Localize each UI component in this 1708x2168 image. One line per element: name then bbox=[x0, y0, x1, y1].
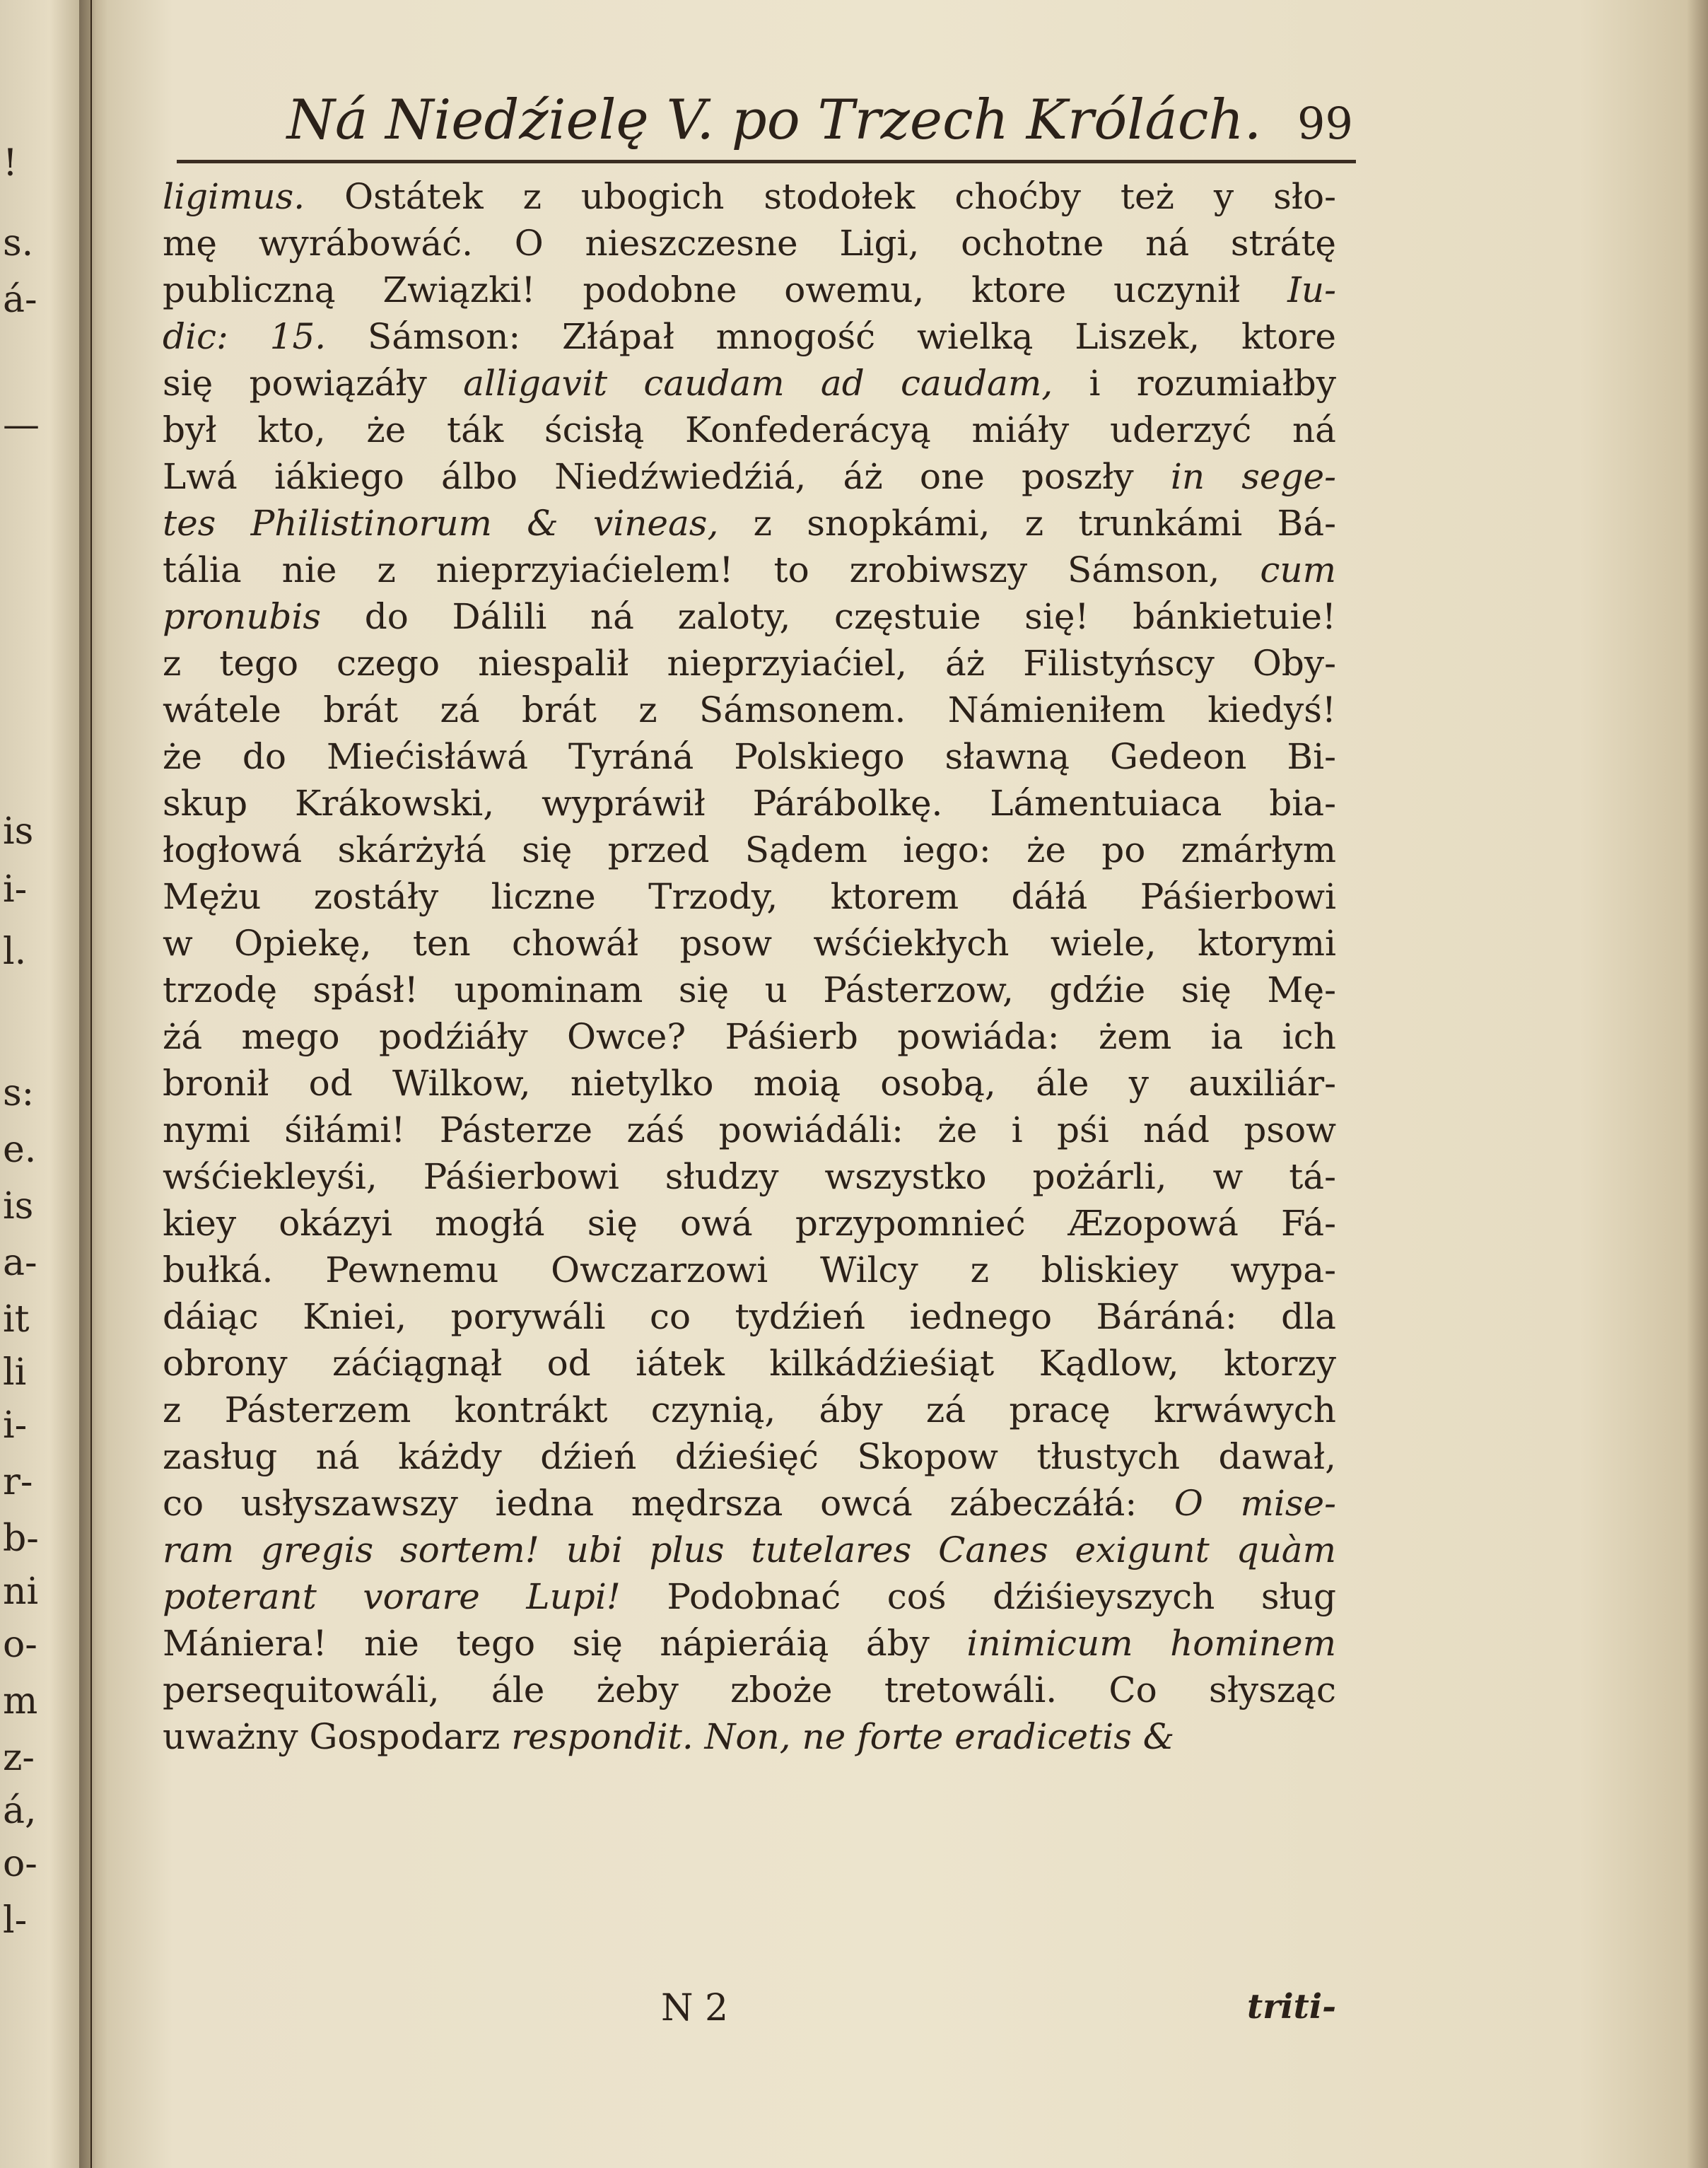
left-page-fragment: o- bbox=[3, 1843, 37, 1885]
text-line bbox=[163, 1713, 1336, 1760]
text-line bbox=[163, 1200, 1336, 1247]
left-page-edge bbox=[0, 0, 90, 2168]
roman-span: mę wyrábowáć. O nieszczesne Ligi, ochotne ná strátę bbox=[163, 223, 1336, 264]
roman-span: w Opiekę, ten chowáł psow wśćiekłych wiele, ktorymi bbox=[163, 923, 1336, 964]
text-line bbox=[163, 640, 1336, 687]
roman-span: wátele brát zá brát z Sámsonem. Námieniłem kiedyś! bbox=[163, 689, 1336, 730]
left-page-fragment: s. bbox=[3, 222, 34, 264]
text-line bbox=[163, 173, 1336, 220]
text-line bbox=[163, 780, 1336, 827]
text-line bbox=[163, 1387, 1336, 1433]
roman-span: Mężu zostáły liczne Trzody, ktorem dáłá Páśierbowi bbox=[163, 876, 1336, 917]
text-line bbox=[163, 873, 1336, 920]
left-page-fragment: is bbox=[3, 1185, 34, 1228]
left-page-fragment: o- bbox=[3, 1624, 37, 1666]
text-line bbox=[163, 360, 1336, 407]
text-line bbox=[163, 1340, 1336, 1387]
page-header bbox=[201, 88, 1347, 168]
text-line bbox=[163, 1527, 1336, 1573]
italic-span: dic: 15. bbox=[163, 316, 327, 357]
italic-span: Iu- bbox=[1287, 269, 1336, 310]
roman-span: z tego czego niespalił nieprzyiaćiel, áż Filistyńscy Oby- bbox=[163, 643, 1336, 684]
roman-span: obrony záćiągnął od iátek kilkádźieśiąt Kądlow, ktorzy bbox=[163, 1343, 1336, 1384]
left-page-fragment: — bbox=[3, 404, 40, 446]
text-line bbox=[163, 1247, 1336, 1293]
page-number: 99 bbox=[1297, 98, 1353, 149]
italic-span: ligimus. bbox=[163, 176, 305, 217]
text-line bbox=[163, 1153, 1336, 1200]
roman-span: kiey okázyi mogłá się owá przypomnieć Æzopowá Fá- bbox=[163, 1203, 1336, 1244]
roman-span: co usłyszawszy iedna mędrsza owcá zábeczáłá: bbox=[163, 1483, 1174, 1524]
roman-span: publiczną Związki! podobne owemu, ktore uczynił bbox=[163, 269, 1288, 310]
text-line bbox=[163, 733, 1336, 780]
roman-span: Lwá iákiego álbo Niedźwiedźiá, áż one poszły bbox=[163, 456, 1171, 497]
text-line bbox=[163, 1620, 1336, 1667]
left-page-fragment: e. bbox=[3, 1129, 37, 1171]
left-page-fragment: ni bbox=[3, 1570, 39, 1613]
roman-span: Sámson: Złápał mnogość wielką Liszek, ktore bbox=[326, 316, 1336, 357]
catchword: triti- bbox=[1246, 1987, 1336, 2027]
left-page-fragment: á, bbox=[3, 1790, 37, 1832]
text-line bbox=[163, 547, 1336, 593]
roman-span: z snopkámi, z trunkámi Bá- bbox=[718, 503, 1336, 544]
left-page-fragment: l- bbox=[3, 1899, 28, 1942]
left-page-fragment: li bbox=[3, 1351, 27, 1394]
italic-span: inimicum hominem bbox=[966, 1623, 1336, 1664]
left-page-fragment: ! bbox=[3, 142, 18, 185]
roman-span: z Pásterzem kontrákt czynią, áby zá pracę krwáwych bbox=[163, 1389, 1336, 1430]
roman-span: trzodę spásł! upominam się u Pásterzow, gdźie się Mę- bbox=[163, 969, 1336, 1010]
italic-span: pronubis bbox=[163, 596, 322, 637]
signature-mark: N 2 bbox=[661, 1987, 729, 2029]
italic-span: alligavit caudam ad caudam, bbox=[463, 363, 1053, 404]
roman-span: łogłowá skárżyłá się przed Sądem iego: że po zmárłym bbox=[163, 829, 1336, 870]
text-line bbox=[163, 687, 1336, 733]
roman-span: Ostátek z ubogich stodołek choćby też y sło- bbox=[305, 176, 1336, 217]
left-page-fragment: is bbox=[3, 810, 34, 853]
text-line bbox=[163, 967, 1336, 1013]
italic-span: O mise- bbox=[1174, 1483, 1336, 1524]
roman-span: skup Krákowski, wypráwił Párábolkę. Lámentuiaca bia- bbox=[163, 783, 1336, 824]
italic-span: cum bbox=[1260, 549, 1336, 590]
header-rule bbox=[177, 160, 1356, 163]
body-text bbox=[163, 173, 1336, 1760]
italic-span: ram gregis sortem! ubi plus tutelares Canes exigunt quàm bbox=[163, 1529, 1336, 1570]
text-line bbox=[163, 267, 1336, 313]
text-line bbox=[163, 1480, 1336, 1527]
left-page-fragment: r- bbox=[3, 1461, 33, 1503]
roman-span: dáiąc Kniei, porywáli co tydźień iednego Báráná: dla bbox=[163, 1296, 1336, 1337]
running-head: Ná Niedźielę V. po Trzech Królách. bbox=[286, 88, 1262, 152]
roman-span: tália nie z nieprzyiaćielem! to zrobiwszy Sámson, bbox=[163, 549, 1260, 590]
roman-span: uważny Gospodarz bbox=[163, 1716, 512, 1757]
left-page-fragment: it bbox=[3, 1298, 30, 1341]
italic-span: in sege- bbox=[1170, 456, 1336, 497]
roman-span: do Dálili ná zaloty, częstuie się! bánkietuie! bbox=[321, 596, 1336, 637]
text-line bbox=[163, 500, 1336, 547]
roman-span: był kto, że ták ścisłą Konfederácyą miáły uderzyć ná bbox=[163, 409, 1336, 450]
roman-span: żá mego podźiáły Owce? Páśierb powiáda: żem ia ich bbox=[163, 1016, 1336, 1057]
roman-span: bułká. Pewnemu Owczarzowi Wilcy z bliskiey wypa- bbox=[163, 1249, 1336, 1290]
roman-span: że do Miećisłáwá Tyráná Polskiego sławną Gedeon Bi- bbox=[163, 736, 1336, 777]
text-line bbox=[163, 920, 1336, 967]
roman-span: Podobnać coś dźiśieyszych sług bbox=[620, 1576, 1336, 1617]
text-line bbox=[163, 1060, 1336, 1107]
text-line bbox=[163, 1573, 1336, 1620]
left-page-fragment: s: bbox=[3, 1072, 35, 1114]
page-edge-shadow bbox=[1687, 0, 1708, 2168]
left-page-fragment: i- bbox=[3, 868, 28, 911]
roman-span: i rozumiałby bbox=[1053, 363, 1336, 404]
text-line bbox=[163, 220, 1336, 267]
roman-span: persequitowáli, ále żeby zboże tretowáli. Co słysząc bbox=[163, 1669, 1336, 1710]
roman-span: się powiązáły bbox=[163, 363, 464, 404]
left-page-fragment: m bbox=[3, 1680, 38, 1723]
text-line bbox=[163, 1433, 1336, 1480]
page-footer bbox=[163, 1987, 1336, 2044]
left-page-fragment: á- bbox=[3, 279, 37, 321]
left-page-fragment: l. bbox=[3, 931, 27, 973]
text-line bbox=[163, 1107, 1336, 1153]
roman-span: zasług ná káżdy dźień dźieśięć Skopow tłustych dawał, bbox=[163, 1436, 1336, 1477]
roman-span: bronił od Wilkow, nietylko moią osobą, ále y auxiliár- bbox=[163, 1063, 1336, 1104]
text-line bbox=[163, 313, 1336, 360]
left-page-fragment: a- bbox=[3, 1242, 37, 1284]
italic-span: respondit. Non, ne forte eradicetis & bbox=[511, 1716, 1175, 1757]
text-line bbox=[163, 453, 1336, 500]
text-line bbox=[163, 407, 1336, 453]
text-line bbox=[163, 1293, 1336, 1340]
left-page-fragment: b- bbox=[3, 1517, 39, 1560]
text-line bbox=[163, 827, 1336, 873]
roman-span: wśćiekleyśi, Páśierbowi słudzy wszystko pożárli, w tá- bbox=[163, 1156, 1336, 1197]
text-line bbox=[163, 1667, 1336, 1713]
italic-span: poterant vorare Lupi! bbox=[163, 1576, 621, 1617]
italic-span: tes Philistinorum & vineas, bbox=[163, 503, 719, 544]
roman-span: nymi śiłámi! Pásterze záś powiádáli: że i pśi nád psow bbox=[163, 1109, 1336, 1150]
text-line bbox=[163, 593, 1336, 640]
left-page-fragment: i- bbox=[3, 1404, 28, 1447]
left-page-fragment: z- bbox=[3, 1737, 35, 1779]
book-gutter bbox=[79, 0, 107, 2168]
roman-span: Mániera! nie tego się nápieráią áby bbox=[163, 1623, 967, 1664]
text-line bbox=[163, 1013, 1336, 1060]
